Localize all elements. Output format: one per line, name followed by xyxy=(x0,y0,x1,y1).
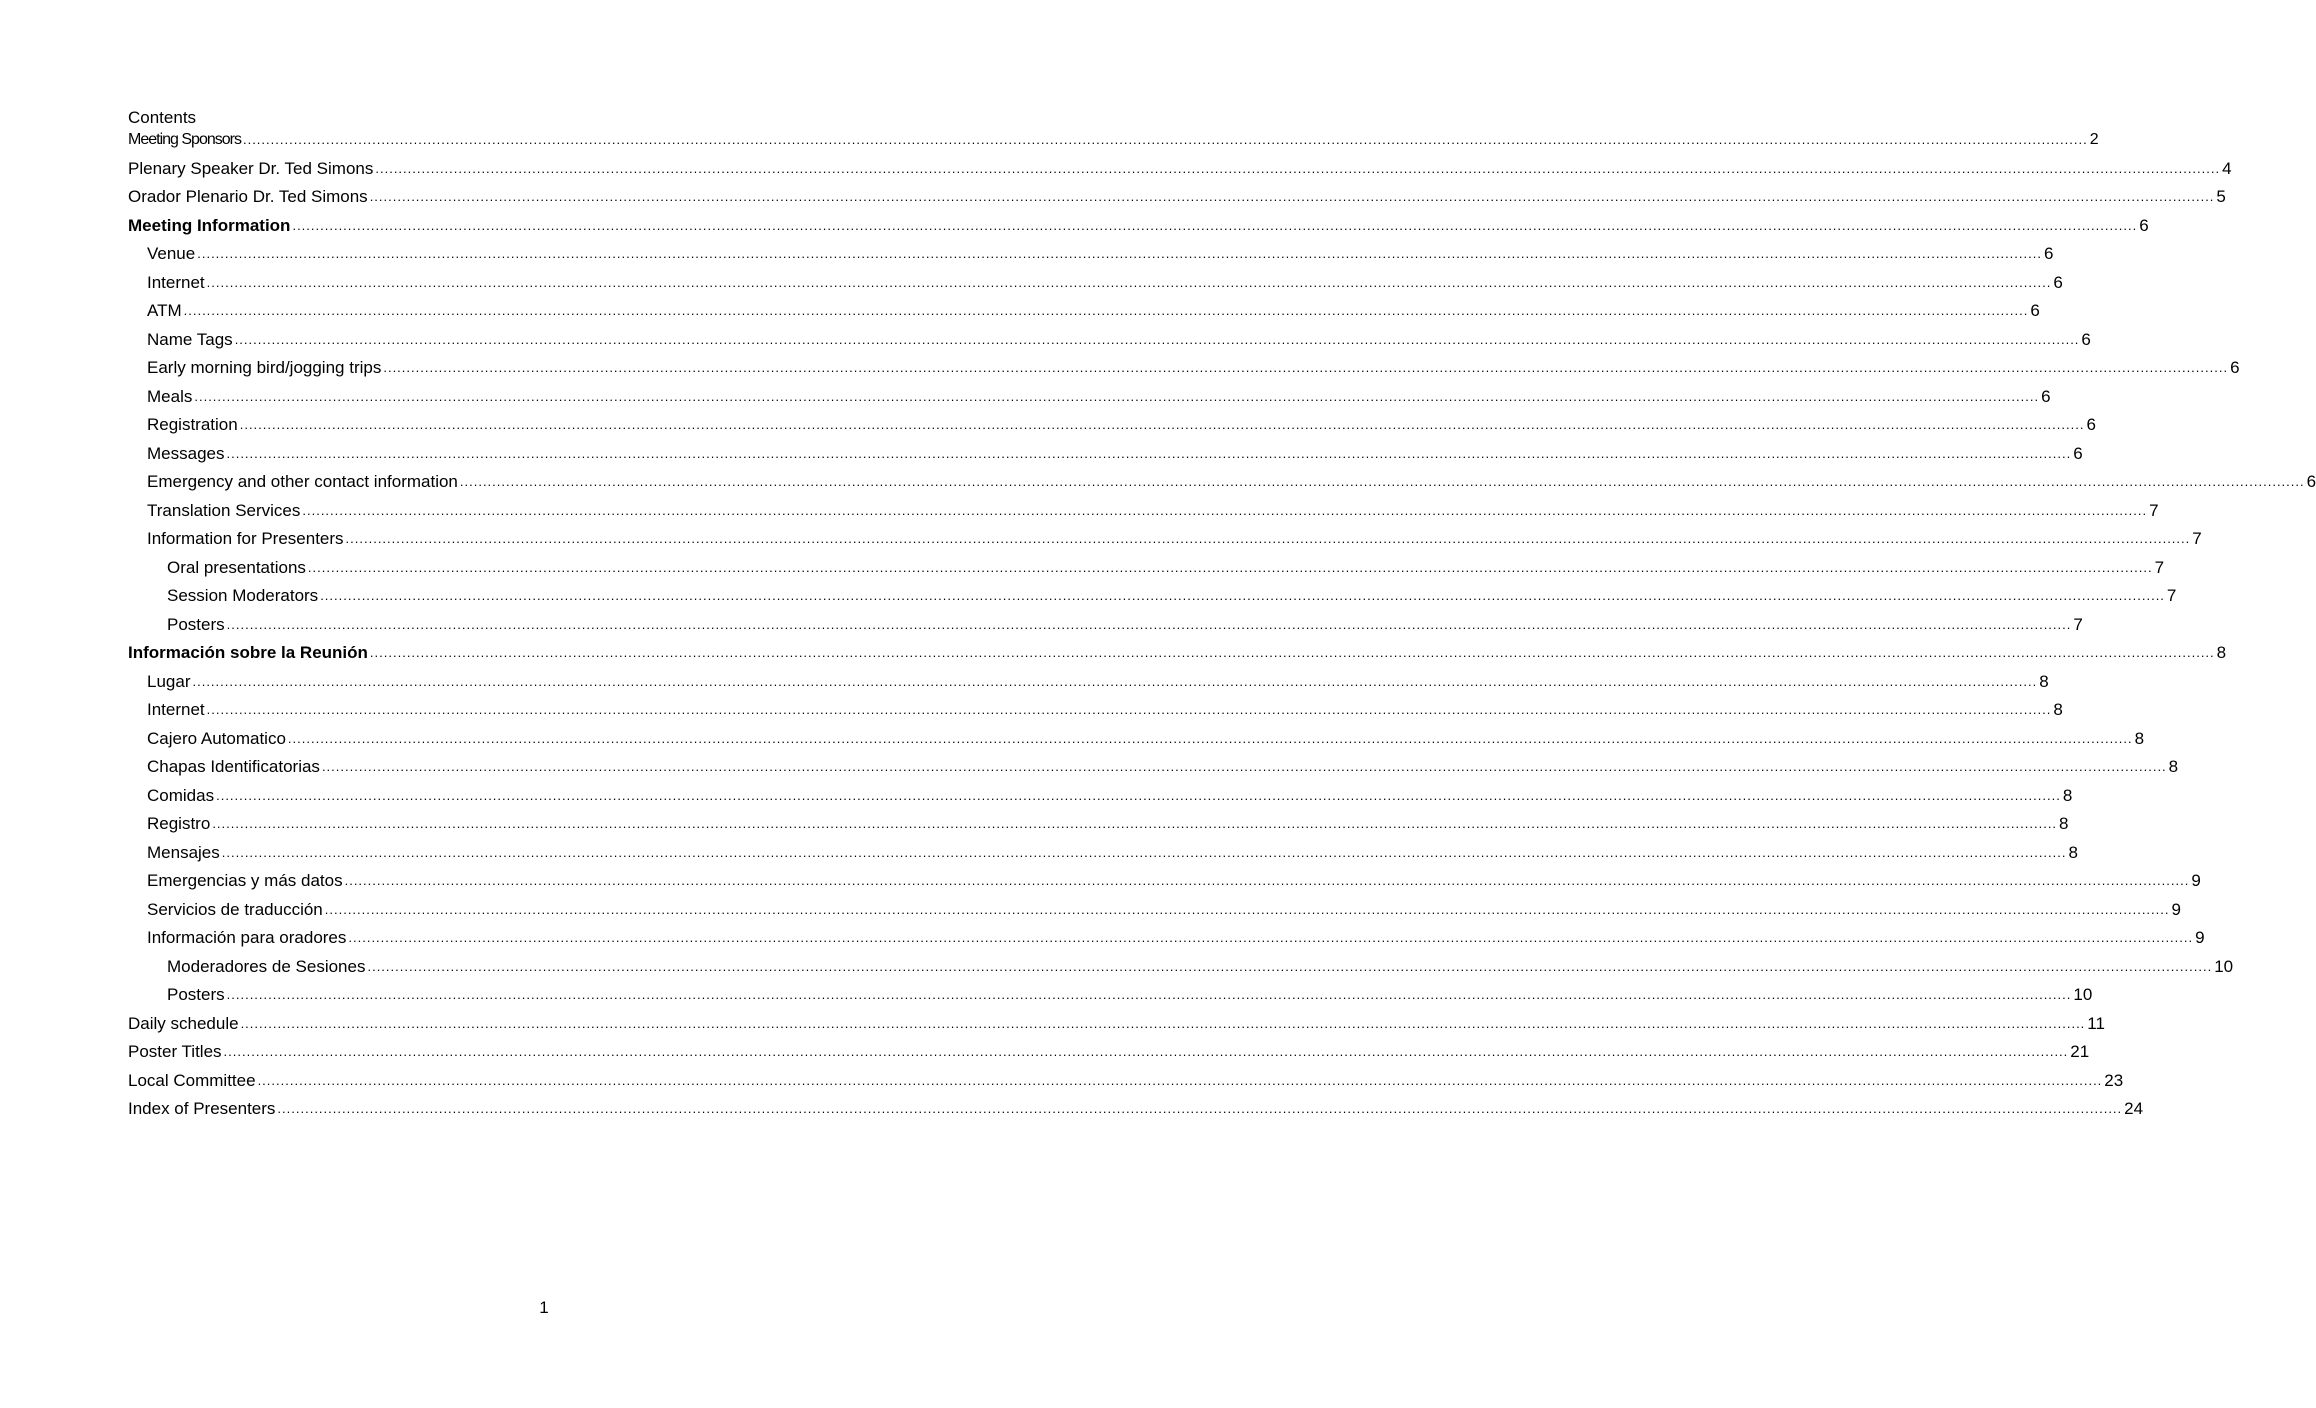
toc-entry-label: Servicios de traducción xyxy=(147,899,323,919)
toc-entry-page-number: 21 xyxy=(2070,1042,2090,1061)
toc-entry[interactable] xyxy=(128,182,2226,211)
toc-entry-label: Comidas xyxy=(147,785,215,805)
toc-entry-page-number: 6 xyxy=(2230,358,2240,377)
toc-entry-label: Oral presentations xyxy=(167,557,306,577)
toc-entry-page-number: 8 xyxy=(2053,700,2063,719)
dot-leader: ................................................................................................................................................................................................................................................................................................................................................................................................................ xyxy=(277,1101,2123,1116)
toc-entry-page-number: 6 xyxy=(2053,272,2063,292)
dot-leader: ................................................................................................................................................................................................................................................................................................................................................................................................................ xyxy=(383,360,2229,375)
toc-entry-page-number: 6 xyxy=(2306,472,2316,491)
toc-entry-page-number: 7 xyxy=(2154,557,2165,577)
toc-entry-label: ATM xyxy=(147,301,182,320)
toc-entry[interactable] xyxy=(128,552,2165,581)
toc-entry-page-number: 2 xyxy=(2089,131,2098,148)
toc-entry-page-number: 10 xyxy=(2214,956,2234,976)
toc-entry-label: Index of Presenters xyxy=(128,1099,276,1118)
toc-entry-label: Emergency and other contact information xyxy=(147,472,458,491)
toc-entry[interactable] xyxy=(128,239,2054,268)
toc-entry[interactable] xyxy=(128,410,2096,439)
toc-entry-page-number: 9 xyxy=(2191,871,2201,890)
dot-leader: ................................................................................................................................................................................................................................................................................................................................................................................................................ xyxy=(344,873,2190,888)
toc-entry[interactable] xyxy=(128,495,2159,524)
dot-leader: ................................................................................................................................................................................................................................................................................................................................................................................................................ xyxy=(216,787,2061,803)
toc-entry[interactable] xyxy=(128,467,2316,496)
toc-entry-label: Messages xyxy=(147,443,225,463)
dot-leader: ................................................................................................................................................................................................................................................................................................................................................................................................................ xyxy=(287,730,2133,746)
toc-entry-page-number: 6 xyxy=(2081,329,2091,349)
toc-entry-page-number: 6 xyxy=(2043,244,2054,263)
toc-entry-page-number: 8 xyxy=(2062,785,2073,805)
toc-entry-page-number: 6 xyxy=(2139,215,2149,235)
toc-entry[interactable] xyxy=(128,524,2202,553)
dot-leader: ................................................................................................................................................................................................................................................................................................................................................................................................................ xyxy=(348,930,2194,945)
toc-entry[interactable] xyxy=(128,1008,2105,1037)
toc-entry-label: Session Moderators xyxy=(167,586,319,605)
toc-entry[interactable] xyxy=(128,638,2227,667)
toc-entry-label: Translation Services xyxy=(147,500,301,520)
toc-entry[interactable] xyxy=(128,609,2083,638)
toc-entry-label: Posters xyxy=(167,985,225,1004)
dot-leader: ................................................................................................................................................................................................................................................................................................................................................................................................................ xyxy=(367,958,2213,974)
toc-entry[interactable] xyxy=(128,723,2145,752)
toc-entry-label: Registro xyxy=(147,814,211,833)
dot-leader: ................................................................................................................................................................................................................................................................................................................................................................................................................ xyxy=(234,331,2080,347)
dot-leader: ................................................................................................................................................................................................................................................................................................................................................................................................................ xyxy=(226,616,2072,632)
dot-leader: ................................................................................................................................................................................................................................................................................................................................................................................................................ xyxy=(183,303,2029,318)
dot-leader: ................................................................................................................................................................................................................................................................................................................................................................................................................ xyxy=(320,588,2165,603)
toc-entry-page-number: 8 xyxy=(2039,671,2049,691)
toc-entry-page-number: 9 xyxy=(2171,899,2181,919)
dot-leader: ................................................................................................................................................................................................................................................................................................................................................................................................................ xyxy=(192,673,2038,689)
dot-leader: ................................................................................................................................................................................................................................................................................................................................................................................................................ xyxy=(240,1015,2086,1031)
toc-heading: Contents xyxy=(128,108,197,127)
toc-entry-page-number: 8 xyxy=(2068,842,2078,862)
toc-entry-label: Internet xyxy=(147,272,205,292)
toc-entry-label: Plenary Speaker Dr. Ted Simons xyxy=(128,158,374,178)
dot-leader: ................................................................................................................................................................................................................................................................................................................................................................................................................ xyxy=(226,987,2072,1002)
dot-leader: ................................................................................................................................................................................................................................................................................................................................................................................................................ xyxy=(226,445,2072,461)
toc-entry[interactable] xyxy=(128,809,2069,838)
toc-entry-label: Venue xyxy=(147,244,196,263)
toc-entry-page-number: 8 xyxy=(2059,814,2069,833)
toc-entry[interactable] xyxy=(128,210,2149,239)
toc-entry[interactable] xyxy=(128,1094,2144,1123)
dot-leader: ................................................................................................................................................................................................................................................................................................................................................................................................................ xyxy=(223,1044,2069,1059)
toc-entry[interactable] xyxy=(128,267,2063,296)
dot-leader: ................................................................................................................................................................................................................................................................................................................................................................................................................ xyxy=(206,274,2052,290)
dot-leader: ................................................................................................................................................................................................................................................................................................................................................................................................................ xyxy=(375,160,2221,176)
toc-entry-label: Registration xyxy=(147,415,238,434)
toc-entry[interactable] xyxy=(128,296,2040,325)
toc-entry-page-number: 7 xyxy=(2166,586,2177,605)
toc-entry[interactable] xyxy=(128,153,2232,182)
dot-leader: ................................................................................................................................................................................................................................................................................................................................................................................................................ xyxy=(324,901,2170,917)
toc-entry[interactable] xyxy=(128,951,2234,980)
dot-leader: ................................................................................................................................................................................................................................................................................................................................................................................................................ xyxy=(221,844,2067,860)
toc-entry-page-number: 8 xyxy=(2216,643,2227,662)
toc-entry-label: Local Committee xyxy=(128,1070,256,1090)
toc-entry[interactable] xyxy=(128,1065,2124,1094)
toc-entry-label: Mensajes xyxy=(147,842,220,862)
toc-entry-page-number: 24 xyxy=(2124,1099,2144,1118)
toc-entry-label: Lugar xyxy=(147,671,191,691)
toc-entry-label: Daily schedule xyxy=(128,1013,239,1033)
toc-entry-label: Internet xyxy=(147,700,205,719)
dot-leader: ................................................................................................................................................................................................................................................................................................................................................................................................................ xyxy=(459,474,2305,489)
toc-entry-page-number: 6 xyxy=(2086,415,2096,434)
toc-entry-page-number: 10 xyxy=(2073,985,2093,1004)
toc-entry-label: Posters xyxy=(167,614,225,634)
table-of-contents xyxy=(128,126,2316,1122)
toc-entry-page-number: 7 xyxy=(2192,529,2202,548)
toc-entry-label: Chapas Identificatorias xyxy=(147,757,320,776)
dot-leader: ................................................................................................................................................................................................................................................................................................................................................................................................................ xyxy=(197,246,2042,261)
toc-entry-page-number: 11 xyxy=(2087,1013,2105,1033)
dot-leader: ................................................................................................................................................................................................................................................................................................................................................................................................................ xyxy=(194,388,2040,404)
toc-entry-page-number: 6 xyxy=(2030,301,2040,320)
dot-leader: ................................................................................................................................................................................................................................................................................................................................................................................................................ xyxy=(321,759,2167,774)
dot-leader: ................................................................................................................................................................................................................................................................................................................................................................................................................ xyxy=(257,1072,2103,1088)
toc-entry-page-number: 6 xyxy=(2073,443,2083,463)
dot-leader: ................................................................................................................................................................................................................................................................................................................................................................................................................ xyxy=(206,702,2052,717)
toc-entry-page-number: 7 xyxy=(2149,500,2159,520)
toc-entry-label: Meals xyxy=(147,386,193,406)
toc-entry-label: Name Tags xyxy=(147,329,233,349)
toc-entry[interactable] xyxy=(128,752,2179,781)
toc-entry-label: Poster Titles xyxy=(128,1042,222,1061)
dot-leader: ................................................................................................................................................................................................................................................................................................................................................................................................................ xyxy=(345,531,2191,546)
toc-entry[interactable] xyxy=(128,126,2098,153)
toc-entry[interactable] xyxy=(128,980,2093,1009)
toc-entry-label: Meeting Sponsors xyxy=(128,131,241,148)
toc-entry[interactable] xyxy=(128,353,2240,382)
toc-entry-page-number: 8 xyxy=(2134,728,2145,748)
dot-leader: ................................................................................................................................................................................................................................................................................................................................................................................................................ xyxy=(302,502,2148,518)
toc-entry-label: Orador Plenario Dr. Ted Simons xyxy=(128,187,368,206)
toc-entry-label: Information for Presenters xyxy=(147,529,344,548)
dot-leader: ................................................................................................................................................................................................................................................................................................................................................................................................................ xyxy=(292,217,2138,233)
dot-leader: ................................................................................................................................................................................................................................................................................................................................................................................................................ xyxy=(212,816,2058,831)
toc-entry-label: Meeting Information xyxy=(128,215,291,235)
toc-entry[interactable] xyxy=(128,666,2049,695)
toc-entry-page-number: 23 xyxy=(2104,1070,2124,1090)
toc-entry-page-number: 4 xyxy=(2222,158,2232,178)
toc-entry-label: Información sobre la Reunión xyxy=(128,643,368,662)
toc-entry-page-number: 6 xyxy=(2041,386,2051,406)
toc-entry[interactable] xyxy=(128,837,2078,866)
toc-entry-label: Moderadores de Sesiones xyxy=(167,956,366,976)
toc-entry-label: Cajero Automatico xyxy=(147,728,286,748)
dot-leader: ................................................................................................................................................................................................................................................................................................................................................................................................................ xyxy=(307,559,2153,575)
toc-entry-page-number: 7 xyxy=(2073,614,2083,634)
dot-leader: ................................................................................................................................................................................................................................................................................................................................................................................................................ xyxy=(242,132,2088,147)
toc-entry[interactable] xyxy=(128,923,2205,952)
dot-leader: ................................................................................................................................................................................................................................................................................................................................................................................................................ xyxy=(239,417,2085,432)
dot-leader: ................................................................................................................................................................................................................................................................................................................................................................................................................ xyxy=(369,645,2215,660)
toc-entry[interactable] xyxy=(128,324,2091,353)
dot-leader: ................................................................................................................................................................................................................................................................................................................................................................................................................ xyxy=(369,189,2215,204)
toc-entry[interactable] xyxy=(128,695,2063,724)
toc-entry[interactable] xyxy=(128,381,2051,410)
toc-entry-page-number: 8 xyxy=(2168,757,2179,776)
toc-entry[interactable] xyxy=(128,894,2181,923)
page-number: 1 xyxy=(539,1298,549,1317)
toc-entry[interactable] xyxy=(128,780,2073,809)
toc-entry-page-number: 5 xyxy=(2216,187,2226,206)
toc-entry-page-number: 9 xyxy=(2195,928,2205,947)
toc-entry-label: Early morning bird/jogging trips xyxy=(147,358,382,377)
toc-entry-label: Emergencias y más datos xyxy=(147,871,343,890)
toc-entry[interactable] xyxy=(128,1037,2090,1066)
toc-entry-label: Información para oradores xyxy=(147,928,347,947)
toc-entry[interactable] xyxy=(128,866,2201,895)
toc-entry[interactable] xyxy=(128,438,2083,467)
toc-entry[interactable] xyxy=(128,581,2177,610)
